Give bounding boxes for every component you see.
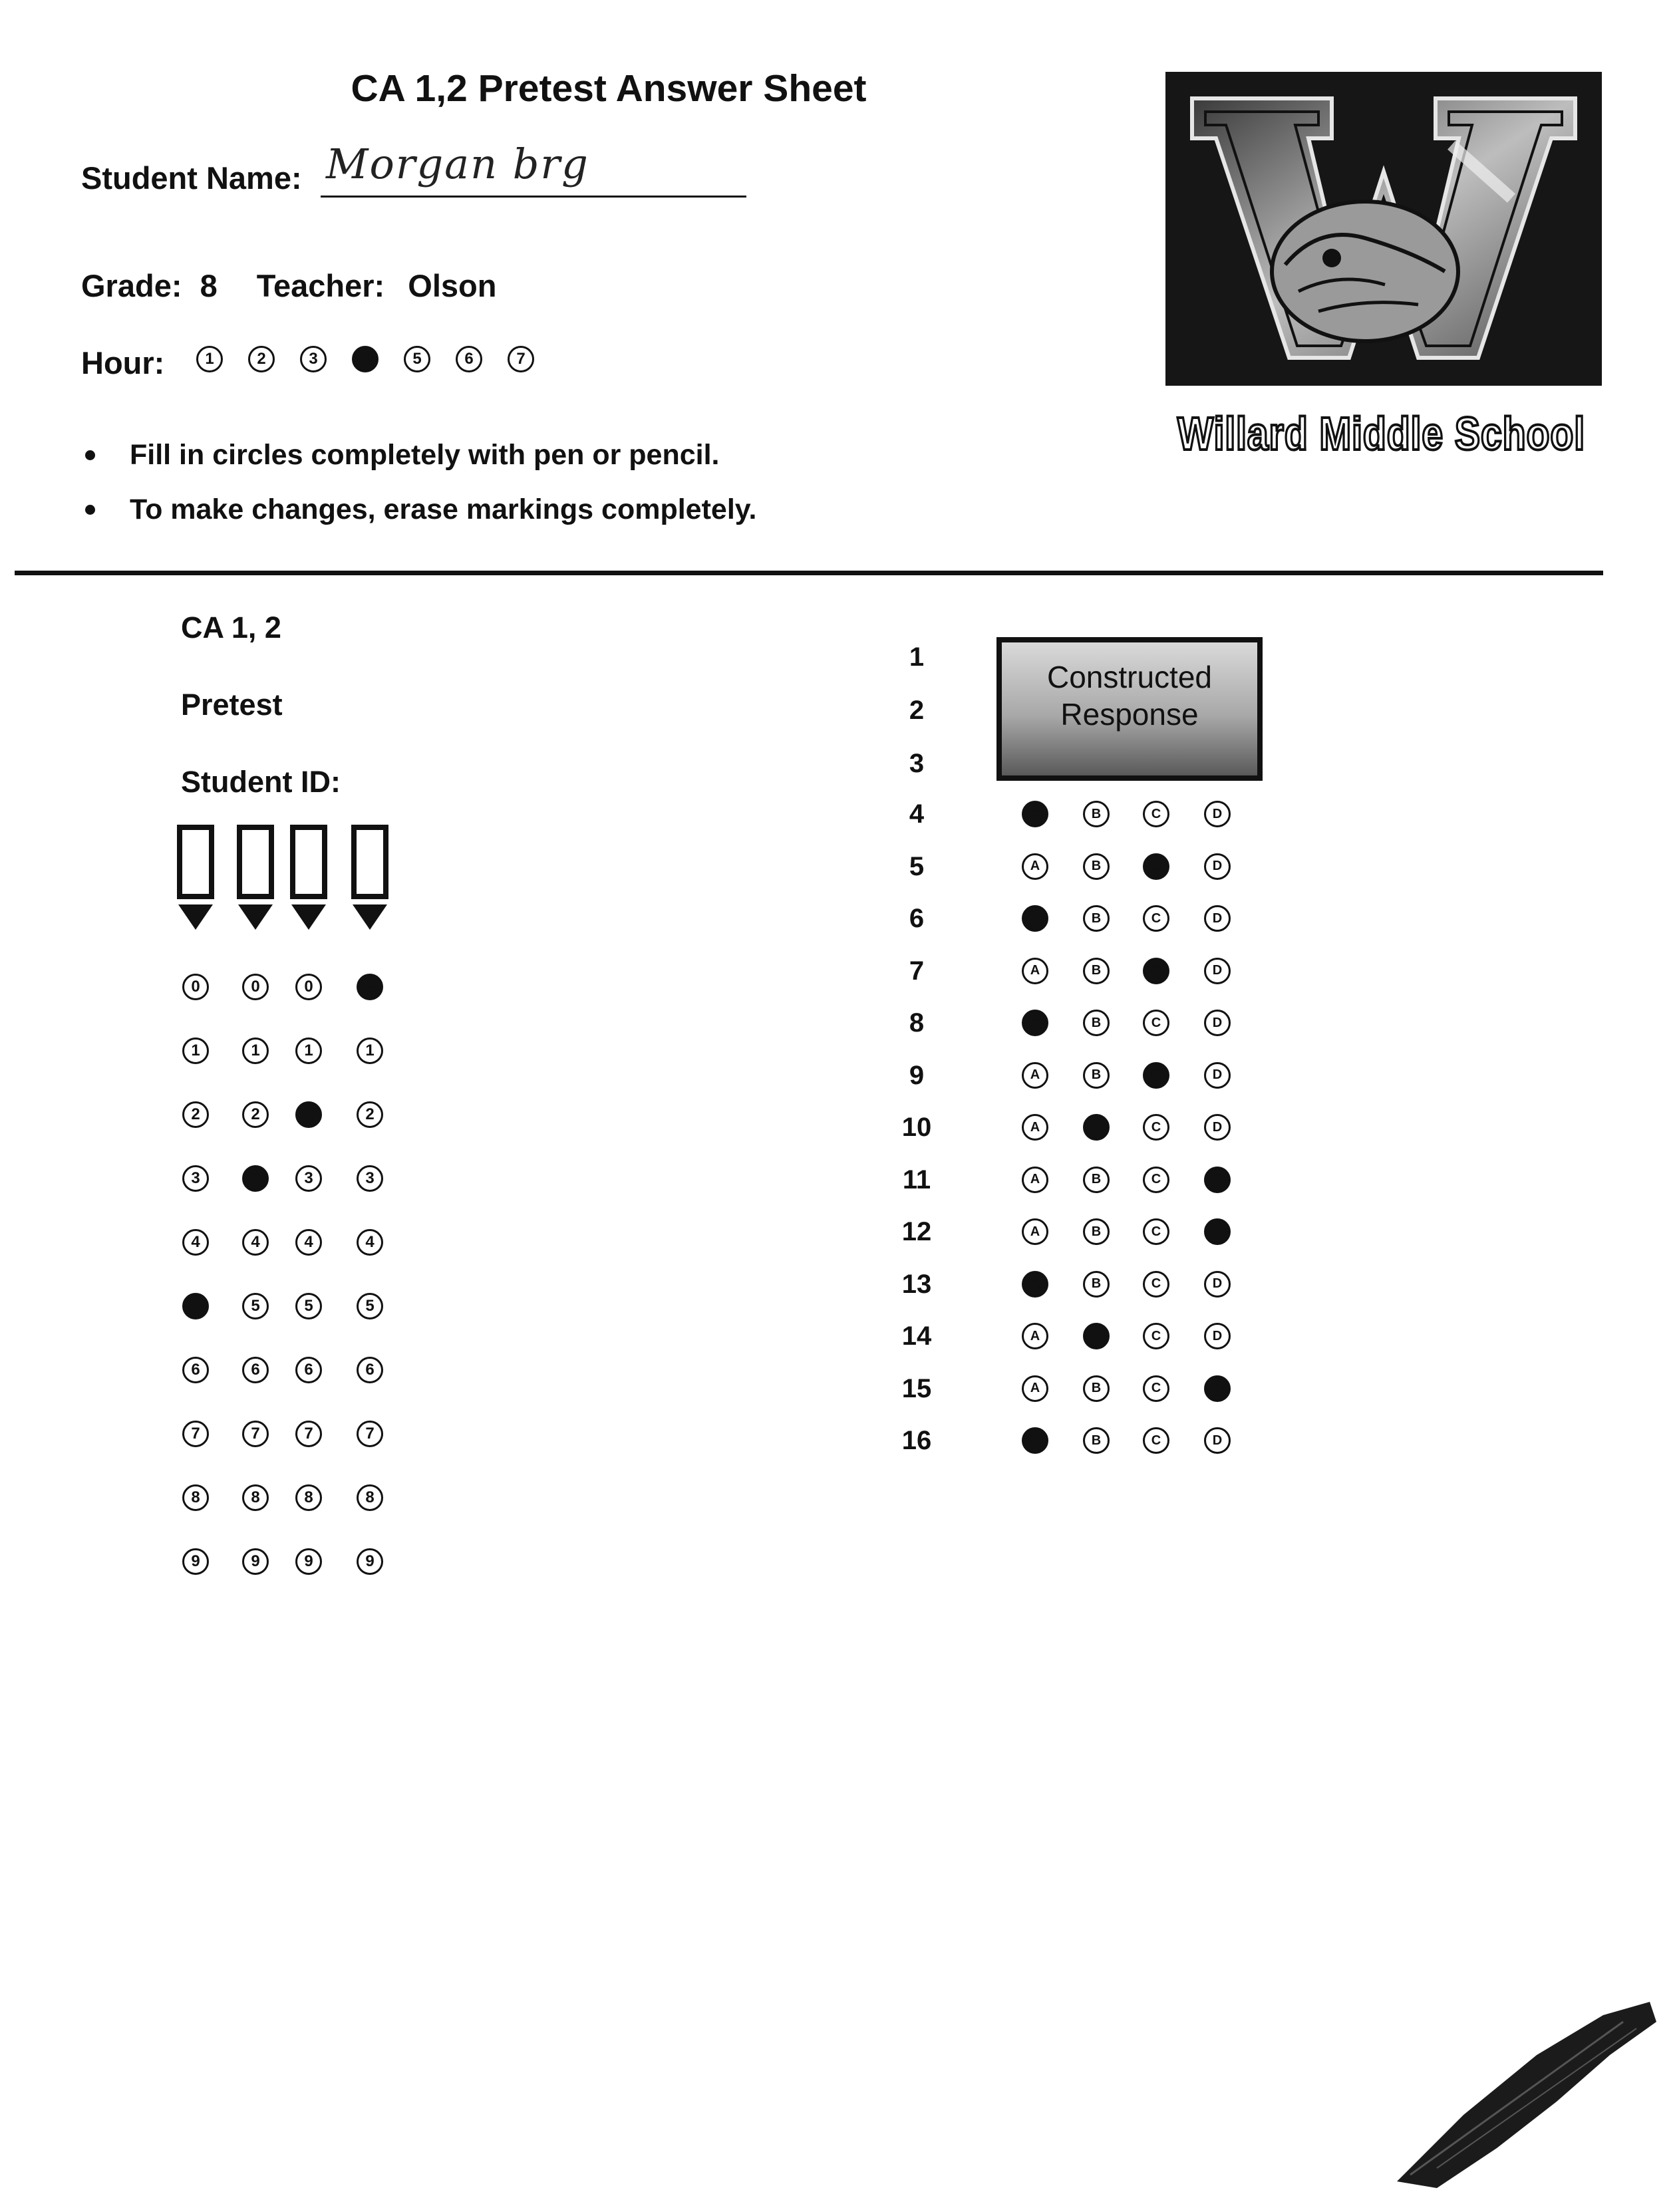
student-id-bubble-col3-1[interactable]	[295, 1037, 322, 1064]
question-number: 4	[909, 799, 925, 829]
bubble-label: 6	[251, 1361, 260, 1379]
bubble-label: 5	[412, 350, 422, 368]
constructed-response-label-2: Response	[1060, 697, 1199, 732]
bubble-label: B	[1091, 806, 1102, 821]
bubble-label: 0	[304, 978, 313, 996]
bubble-label: C	[1151, 1328, 1161, 1343]
question-number: 6	[909, 904, 925, 933]
student-id-bubble-col1-8[interactable]	[182, 1484, 209, 1511]
student-id-bubble-col2-1[interactable]	[242, 1037, 269, 1064]
bubble-label: 4	[251, 1233, 260, 1251]
hour-bubble-1[interactable]	[196, 346, 223, 372]
teacher-value[interactable]: Olson	[408, 268, 497, 303]
answer-bubble-q15-C[interactable]	[1143, 1375, 1169, 1402]
bubble-label: B	[1091, 963, 1102, 978]
bubble-label: 4	[365, 1233, 375, 1251]
grade-value[interactable]: 8	[200, 268, 218, 303]
bubble-label: 4	[304, 1233, 313, 1251]
student-name-line	[321, 196, 746, 198]
bubble-label: 9	[304, 1552, 313, 1570]
student-id-bubble-col2-0[interactable]	[242, 974, 269, 1000]
answer-bubble-q14-C[interactable]	[1143, 1323, 1169, 1349]
student-id-bubble-col4-7[interactable]	[357, 1421, 383, 1447]
bubble-label: A	[1030, 1119, 1040, 1135]
answer-bubble-q9-D[interactable]	[1204, 1062, 1231, 1089]
bubble-label: 7	[304, 1425, 313, 1443]
student-id-bubble-col2-4[interactable]	[242, 1229, 269, 1256]
bubble-label: 2	[251, 1105, 260, 1123]
question-number: 1	[909, 642, 925, 672]
bubble-label: 3	[251, 1169, 260, 1187]
question-number: 12	[901, 1217, 932, 1246]
bubble-label: C	[1151, 1172, 1161, 1186]
bubble-label: A	[1030, 1381, 1040, 1395]
answer-bubble-q10-A[interactable]	[1022, 1114, 1048, 1141]
student-id-bubble-col1-2[interactable]	[182, 1101, 209, 1128]
answer-bubble-q13-C[interactable]	[1143, 1271, 1169, 1298]
student-id-bubble-col1-7[interactable]	[182, 1421, 209, 1447]
bubble-label: 1	[191, 1041, 200, 1059]
bubble-label: B	[1091, 910, 1102, 926]
bubble-label: 6	[365, 1361, 375, 1379]
bubble-label: D	[1212, 910, 1223, 926]
student-id-bubble-col2-7[interactable]	[242, 1421, 269, 1447]
answer-bubble-q8-C[interactable]	[1143, 1010, 1169, 1036]
student-id-bubble-col1-6[interactable]	[182, 1357, 209, 1383]
student-name-value[interactable]: Morgan brg	[326, 140, 589, 188]
bubble-label: D	[1212, 1172, 1223, 1186]
bubble-label: A	[1030, 1172, 1040, 1186]
bubble-label: B	[1091, 1276, 1102, 1291]
answer-bubble-q11-B[interactable]	[1083, 1167, 1110, 1193]
bubble-label: 2	[304, 1105, 313, 1123]
answer-bubble-q10-C[interactable]	[1143, 1114, 1169, 1141]
bubble-label: 5	[304, 1297, 313, 1315]
answer-bubble-q15-D[interactable]	[1204, 1375, 1231, 1402]
student-id-bubble-col2-3[interactable]	[242, 1165, 269, 1192]
hour-bubble-5[interactable]	[404, 346, 430, 372]
question-number: 10	[901, 1113, 932, 1142]
student-id-bubble-col1-5[interactable]	[182, 1293, 209, 1319]
answer-bubble-q15-A[interactable]	[1022, 1375, 1048, 1402]
bubble-label: D	[1212, 1328, 1223, 1343]
answer-bubble-q5-A[interactable]	[1022, 853, 1048, 880]
student-id-bubble-col3-3[interactable]	[295, 1165, 322, 1192]
bubble-label: 6	[191, 1361, 200, 1379]
answer-bubble-q6-C[interactable]	[1143, 905, 1169, 932]
question-number: 9	[909, 1060, 925, 1090]
bubble-label: C	[1151, 1276, 1161, 1291]
hour-bubble-4[interactable]	[352, 346, 379, 372]
answer-bubble-q15-B[interactable]	[1083, 1375, 1110, 1402]
hour-bubbles	[196, 346, 534, 372]
answer-bubble-q5-B[interactable]	[1083, 853, 1110, 880]
bubble-label: B	[1091, 1067, 1102, 1082]
bubble-label: D	[1212, 1224, 1223, 1239]
bubble-label: A	[1030, 1015, 1040, 1030]
student-id-bubble-col3-6[interactable]	[295, 1357, 322, 1383]
question-number: 14	[901, 1321, 932, 1351]
bubble-label: A	[1030, 1328, 1040, 1343]
student-id-bubble-col1-3[interactable]	[182, 1165, 209, 1192]
student-id-bubble-col2-9[interactable]	[242, 1548, 269, 1575]
answer-bubble-q6-D[interactable]	[1204, 905, 1231, 932]
bubble-label: 5	[365, 1297, 375, 1315]
bubble-label: 3	[309, 350, 318, 368]
bubble-label: C	[1151, 859, 1161, 873]
bubble-label: 0	[191, 978, 200, 996]
bubble-label: 6	[464, 350, 474, 368]
bubble-label: 9	[191, 1552, 200, 1570]
student-id-bubble-col2-8[interactable]	[242, 1484, 269, 1511]
bullet-dot	[85, 450, 95, 460]
answer-bubble-q6-B[interactable]	[1083, 905, 1110, 932]
bubble-label: A	[1030, 910, 1040, 926]
answer-bubble-q9-C[interactable]	[1143, 1062, 1169, 1089]
student-id-bubble-col4-4[interactable]	[357, 1229, 383, 1256]
question-number: 11	[902, 1165, 931, 1194]
answer-bubble-q7-B[interactable]	[1083, 958, 1110, 984]
test-code: CA 1, 2	[181, 611, 281, 644]
student-id-bubble-col4-1[interactable]	[357, 1037, 383, 1064]
instruction-text: To make changes, erase markings completely.	[130, 493, 757, 525]
bubble-label: 0	[365, 978, 375, 996]
bubble-label: D	[1212, 963, 1223, 978]
bubble-label: C	[1151, 1067, 1161, 1082]
constructed-response-label: Constructed	[1046, 660, 1212, 694]
answer-bubble-q14-B[interactable]	[1083, 1323, 1110, 1349]
hour-bubble-6[interactable]	[456, 346, 482, 372]
bubble-label: C	[1151, 910, 1161, 926]
bubble-label: D	[1212, 1067, 1223, 1082]
bubble-label: 4	[191, 1233, 200, 1251]
bubble-label: 1	[304, 1041, 313, 1059]
answer-bubble-q9-B[interactable]	[1083, 1062, 1110, 1089]
bubble-label: C	[1151, 1224, 1161, 1239]
bubble-label: C	[1151, 806, 1161, 821]
student-id-bubble-col4-0[interactable]	[357, 974, 383, 1000]
bubble-label: D	[1212, 1381, 1223, 1395]
bubble-label: 2	[191, 1105, 200, 1123]
answer-bubble-q5-D[interactable]	[1204, 853, 1231, 880]
student-id-entry-3	[290, 825, 327, 930]
bubble-label: 9	[251, 1552, 260, 1570]
bubble-label: B	[1091, 1119, 1102, 1135]
bubble-label: B	[1091, 1172, 1102, 1186]
bubble-label: 8	[365, 1488, 375, 1506]
constructed-response-box	[996, 637, 1263, 781]
bubble-label: 8	[191, 1488, 200, 1506]
student-id-entry-1	[177, 825, 214, 930]
student-id-bubble-col4-5[interactable]	[357, 1293, 383, 1319]
question-number: 15	[901, 1373, 932, 1403]
question-number: 8	[909, 1008, 925, 1037]
question-number: 7	[909, 956, 925, 986]
student-id-bubble-col4-9[interactable]	[357, 1548, 383, 1575]
answer-bubble-q7-C[interactable]	[1143, 958, 1169, 984]
student-id-box[interactable]	[237, 825, 274, 899]
answer-bubble-q10-D[interactable]	[1204, 1114, 1231, 1141]
bubble-label: B	[1091, 1015, 1102, 1030]
student-id-box[interactable]	[351, 825, 388, 899]
bubble-label: B	[1091, 859, 1102, 873]
bubble-label: 1	[205, 350, 214, 368]
bubble-label: D	[1212, 806, 1223, 821]
bubble-label: A	[1030, 1433, 1040, 1448]
student-id-bubble-col3-5[interactable]	[295, 1293, 322, 1319]
bubble-label: 7	[516, 350, 526, 368]
bubble-label: 6	[304, 1361, 313, 1379]
bubble-label: 9	[365, 1552, 375, 1570]
bubble-label: D	[1212, 1119, 1223, 1135]
answer-bubble-q13-B[interactable]	[1083, 1271, 1110, 1298]
student-id-bubble-col1-4[interactable]	[182, 1229, 209, 1256]
student-id-bubble-col2-5[interactable]	[242, 1293, 269, 1319]
answer-bubble-q4-D[interactable]	[1204, 801, 1231, 827]
bubble-label: B	[1091, 1328, 1102, 1343]
section-divider	[15, 571, 1603, 575]
question-number: 13	[901, 1269, 932, 1299]
answer-bubble-q13-D[interactable]	[1204, 1271, 1231, 1298]
bubble-label: D	[1212, 1015, 1223, 1030]
bubble-label: B	[1091, 1433, 1102, 1448]
bubble-label: 5	[191, 1297, 200, 1315]
bubble-label: 3	[191, 1169, 200, 1187]
answer-bubble-q16-D[interactable]	[1204, 1427, 1231, 1454]
hour-bubble-7[interactable]	[508, 346, 534, 372]
answer-bubble-q7-D[interactable]	[1204, 958, 1231, 984]
answer-bubble-q5-C[interactable]	[1143, 853, 1169, 880]
question-number: 3	[909, 749, 925, 778]
student-id-label: Student ID:	[181, 765, 341, 799]
bubble-label: 3	[304, 1169, 313, 1187]
bubble-label: B	[1091, 1224, 1102, 1239]
hour-bubble-2[interactable]	[248, 346, 275, 372]
answer-bubble-q12-C[interactable]	[1143, 1218, 1169, 1245]
bubble-label: 2	[365, 1105, 375, 1123]
bubble-label: A	[1030, 859, 1040, 873]
student-id-bubble-col2-6[interactable]	[242, 1357, 269, 1383]
answer-bubble-q12-D[interactable]	[1204, 1218, 1231, 1245]
question-number: 16	[901, 1426, 932, 1455]
answer-bubble-q11-A[interactable]	[1022, 1167, 1048, 1193]
answer-bubble-q4-C[interactable]	[1143, 801, 1169, 827]
bubble-label: 8	[304, 1488, 313, 1506]
bubble-label: B	[1091, 1381, 1102, 1395]
bubble-label: 0	[251, 978, 260, 996]
bubble-label: C	[1151, 1015, 1161, 1030]
student-id-bubble-col3-0[interactable]	[295, 974, 322, 1000]
bubble-label: A	[1030, 1276, 1040, 1291]
school-logo	[1165, 72, 1602, 386]
student-id-bubble-col4-6[interactable]	[357, 1357, 383, 1383]
answer-bubble-q7-A[interactable]	[1022, 958, 1048, 984]
student-id-box[interactable]	[177, 825, 214, 899]
down-arrow-icon	[178, 904, 213, 930]
question-number: 2	[909, 696, 925, 725]
answer-bubble-q12-A[interactable]	[1022, 1218, 1048, 1245]
student-id-bubble-col3-9[interactable]	[295, 1548, 322, 1575]
instruction-text: Fill in circles completely with pen or pencil.	[130, 439, 720, 471]
student-id-bubble-col3-7[interactable]	[295, 1421, 322, 1447]
bubble-label: 8	[251, 1488, 260, 1506]
answer-bubble-q12-B[interactable]	[1083, 1218, 1110, 1245]
bubble-label: C	[1151, 1119, 1161, 1135]
answer-bubble-q16-B[interactable]	[1083, 1427, 1110, 1454]
student-id-entry-4	[351, 825, 388, 930]
student-id-bubble-col4-2[interactable]	[357, 1101, 383, 1128]
student-id-box[interactable]	[290, 825, 327, 899]
instruction-item	[81, 493, 756, 526]
down-arrow-icon	[238, 904, 273, 930]
bubble-label: D	[1212, 1433, 1223, 1448]
answer-bubble-q14-D[interactable]	[1204, 1323, 1231, 1349]
student-id-bubble-col1-9[interactable]	[182, 1548, 209, 1575]
student-id-bubble-col1-0[interactable]	[182, 974, 209, 1000]
school-name: Willard Middle School	[1177, 408, 1586, 460]
bubble-label: C	[1151, 1433, 1161, 1448]
answer-bubble-q6-A[interactable]	[1022, 905, 1048, 932]
bubble-label: 1	[251, 1041, 260, 1059]
question-number: 5	[909, 851, 925, 881]
answer-bubble-q8-B[interactable]	[1083, 1010, 1110, 1036]
answer-bubble-q9-A[interactable]	[1022, 1062, 1048, 1089]
bubble-label: A	[1030, 1224, 1040, 1239]
student-id-bubble-col4-8[interactable]	[357, 1484, 383, 1511]
bubble-label: A	[1030, 806, 1040, 821]
answer-bubble-q11-C[interactable]	[1143, 1167, 1169, 1193]
bubble-label: D	[1212, 1276, 1223, 1291]
hour-bubble-3[interactable]	[300, 346, 327, 372]
teacher-label: Teacher:	[256, 268, 385, 303]
bubble-label: 5	[251, 1297, 260, 1315]
grade-label: Grade:	[81, 268, 182, 303]
answer-bubble-q16-A[interactable]	[1022, 1427, 1048, 1454]
down-arrow-icon	[291, 904, 326, 930]
bubble-label: 1	[365, 1041, 375, 1059]
student-id-bubble-col3-8[interactable]	[295, 1484, 322, 1511]
student-id-bubble-col1-1[interactable]	[182, 1037, 209, 1064]
bubble-label: 7	[191, 1425, 200, 1443]
grade-teacher-row	[81, 267, 506, 304]
student-name-label: Student Name:	[81, 160, 302, 196]
bubble-label: C	[1151, 1381, 1161, 1395]
answer-bubble-q10-B[interactable]	[1083, 1114, 1110, 1141]
student-id-bubble-col3-4[interactable]	[295, 1229, 322, 1256]
student-id-bubble-col2-2[interactable]	[242, 1101, 269, 1128]
bubble-label: 4	[361, 350, 370, 368]
down-arrow-icon	[353, 904, 387, 930]
page-title: CA 1,2 Pretest Answer Sheet	[351, 67, 867, 110]
answer-bubble-q4-A[interactable]	[1022, 801, 1048, 827]
bubble-label: A	[1030, 963, 1040, 978]
bubble-label: C	[1151, 963, 1161, 978]
answer-bubble-q11-D[interactable]	[1204, 1167, 1231, 1193]
bubble-label: 7	[251, 1425, 260, 1443]
bubble-label: A	[1030, 1067, 1040, 1082]
student-id-bubble-col3-2[interactable]	[295, 1101, 322, 1128]
answer-bubble-q4-B[interactable]	[1083, 801, 1110, 827]
bubble-label: 3	[365, 1169, 375, 1187]
answer-bubble-q13-A[interactable]	[1022, 1271, 1048, 1298]
wildcat-w-icon	[1165, 72, 1602, 386]
answer-bubble-q8-D[interactable]	[1204, 1010, 1231, 1036]
answer-bubble-q14-A[interactable]	[1022, 1323, 1048, 1349]
bubble-label: 7	[365, 1425, 375, 1443]
pencil-scribble-icon	[1384, 1995, 1663, 2195]
hour-label: Hour:	[81, 345, 165, 380]
bullet-dot	[85, 505, 95, 515]
answer-bubble-q16-C[interactable]	[1143, 1427, 1169, 1454]
instruction-item	[81, 439, 720, 472]
answer-bubble-q8-A[interactable]	[1022, 1010, 1048, 1036]
bubble-label: D	[1212, 859, 1223, 873]
test-type: Pretest	[181, 688, 283, 722]
student-id-entry-2	[237, 825, 274, 930]
student-id-bubble-col4-3[interactable]	[357, 1165, 383, 1192]
bubble-label: 2	[257, 350, 266, 368]
